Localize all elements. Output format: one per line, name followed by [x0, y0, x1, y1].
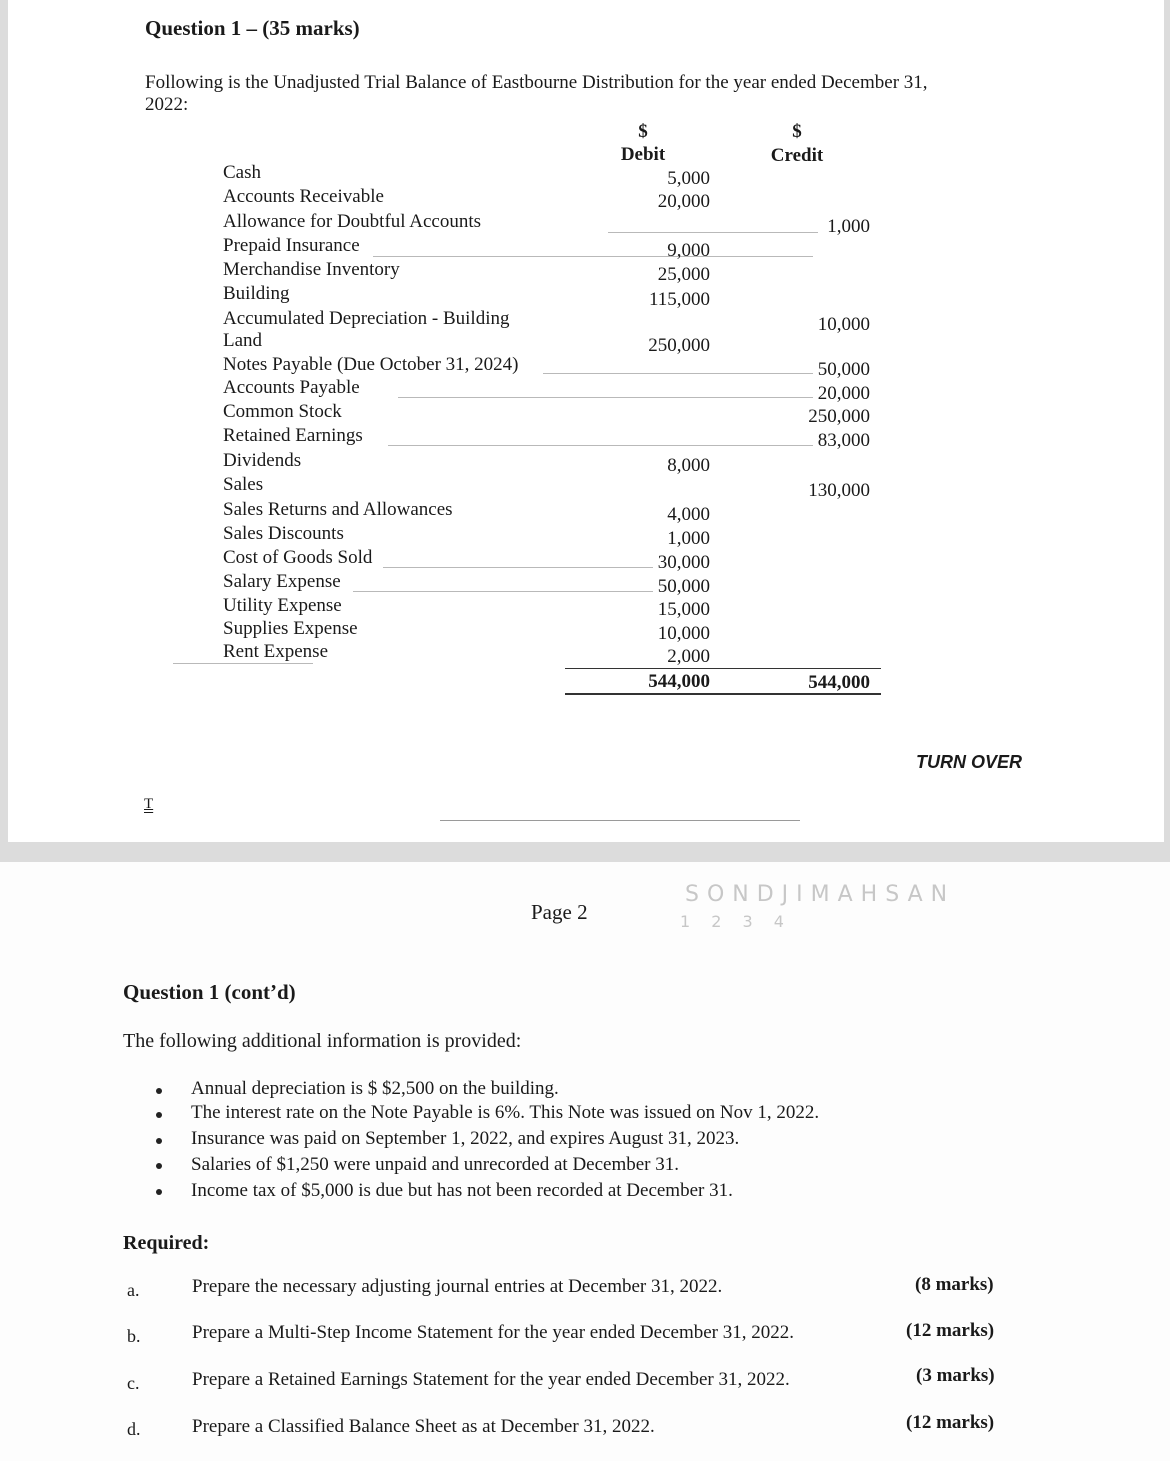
turn-over-label: TURN OVER [916, 752, 1023, 772]
debit-amount: 1,000 [667, 528, 710, 549]
exam-page-1 [8, 0, 1164, 842]
info-item: Annual depreciation is $ $2,500 on the building. [191, 1078, 559, 1099]
page-number: Page 2 [531, 900, 588, 924]
requirement-marks: (12 marks) [906, 1412, 995, 1433]
account-name: Utility Expense [223, 595, 342, 616]
requirement-letter: c. [127, 1373, 140, 1393]
debit-amount: 25,000 [657, 264, 710, 285]
question-title-contd: Question 1 (cont’d) [123, 980, 296, 1004]
debit-amount: 30,000 [657, 552, 710, 573]
footer-mark: T [144, 796, 154, 812]
info-item: Insurance was paid on September 1, 2022, and expires August 31, 2023. [191, 1128, 740, 1149]
debit-amount: 2,000 [667, 646, 710, 667]
requirement-letter: d. [127, 1419, 141, 1439]
account-name: Prepaid Insurance [223, 235, 360, 256]
account-name: Sales Returns and Allowances [223, 499, 453, 520]
info-intro: The following additional information is provided: [123, 1030, 522, 1052]
requirement-text: Prepare a Retained Earnings Statement for the year ended December 31, 2022. [192, 1369, 790, 1390]
debit-column-header: Debit [620, 144, 666, 165]
total-rule-bottom [565, 693, 881, 695]
exam-page-2 [0, 862, 1170, 1461]
bullet-icon [156, 1138, 162, 1144]
account-name: Accounts Receivable [223, 186, 384, 207]
account-name: Dividends [223, 450, 302, 471]
requirement-text: Prepare a Classified Balance Sheet as at December 31, 2022. [192, 1416, 655, 1437]
debit-amount: 20,000 [657, 191, 710, 212]
intro-line-2: 2022: [145, 94, 189, 115]
account-name: Sales [223, 474, 264, 495]
bullet-icon [156, 1189, 162, 1195]
debit-amount: 15,000 [657, 599, 710, 620]
credit-amount: 20,000 [817, 383, 870, 404]
debit-amount: 50,000 [657, 576, 710, 597]
account-name: Allowance for Doubtful Accounts [223, 211, 482, 232]
account-name: Common Stock [223, 401, 342, 422]
account-name: Land [223, 330, 263, 351]
credit-amount: 50,000 [817, 359, 870, 380]
handwritten-digits: 1 2 3 4 [680, 912, 792, 931]
info-item: Salaries of $1,250 were unpaid and unrecorded at December 31. [191, 1154, 680, 1175]
total-rule-top [565, 668, 881, 669]
debit-amount: 4,000 [667, 504, 710, 525]
debit-amount: 9,000 [667, 240, 710, 261]
account-name: Retained Earnings [223, 425, 363, 446]
info-item: The interest rate on the Note Payable is 6%. This Note was issued on Nov 1, 2022. [191, 1102, 820, 1123]
total-credit: 544,000 [808, 672, 870, 693]
account-name: Cost of Goods Sold [223, 547, 373, 568]
requirement-marks: (3 marks) [916, 1365, 995, 1386]
debit-currency: $ [638, 121, 648, 142]
credit-amount: 130,000 [808, 480, 870, 501]
question-title: Question 1 – (35 marks) [145, 16, 360, 40]
requirement-letter: b. [127, 1326, 141, 1346]
account-name: Merchandise Inventory [223, 259, 400, 280]
credit-amount: 250,000 [808, 406, 870, 427]
debit-amount: 5,000 [667, 168, 710, 189]
account-name: Cash [223, 162, 261, 183]
credit-amount: 10,000 [817, 314, 870, 335]
footer-line [440, 820, 800, 821]
account-name: Rent Expense [223, 641, 329, 662]
requirement-letter: a. [127, 1280, 140, 1300]
leader-line [373, 256, 813, 257]
total-debit: 544,000 [648, 671, 710, 692]
info-item: Income tax of $5,000 is due but has not been recorded at December 31. [191, 1180, 733, 1201]
account-name: Supplies Expense [223, 618, 358, 639]
requirement-marks: (12 marks) [906, 1320, 995, 1341]
leader-line [398, 397, 813, 398]
bullet-icon [156, 1112, 162, 1118]
credit-amount: 83,000 [817, 430, 870, 451]
credit-column-header: Credit [770, 145, 824, 166]
account-name: Accounts Payable [223, 377, 360, 398]
debit-amount: 115,000 [648, 289, 710, 310]
requirement-text: Prepare the necessary adjusting journal entries at December 31, 2022. [192, 1276, 723, 1297]
bullet-icon [156, 1163, 162, 1169]
required-heading: Required: [123, 1232, 210, 1254]
leader-line [173, 663, 313, 664]
intro-line-1: Following is the Unadjusted Trial Balance of Eastbourne Distribution for the year ended December 31, [145, 72, 928, 93]
bullet-icon [156, 1088, 162, 1094]
credit-amount: 1,000 [827, 216, 870, 237]
requirement-marks: (8 marks) [915, 1274, 994, 1295]
handwritten-name: SONDJIMAHSAN [685, 882, 956, 907]
account-name: Salary Expense [223, 571, 341, 592]
account-name: Sales Discounts [223, 523, 344, 544]
account-name: Accumulated Depreciation - Building [223, 308, 510, 329]
account-name: Notes Payable (Due October 31, 2024) [223, 354, 519, 375]
credit-currency: $ [792, 121, 802, 142]
account-name: Building [223, 283, 290, 304]
requirement-text: Prepare a Multi-Step Income Statement for the year ended December 31, 2022. [192, 1322, 794, 1343]
debit-amount: 8,000 [667, 455, 710, 476]
debit-amount: 10,000 [657, 623, 710, 644]
leader-line [388, 445, 813, 446]
debit-amount: 250,000 [648, 335, 710, 356]
